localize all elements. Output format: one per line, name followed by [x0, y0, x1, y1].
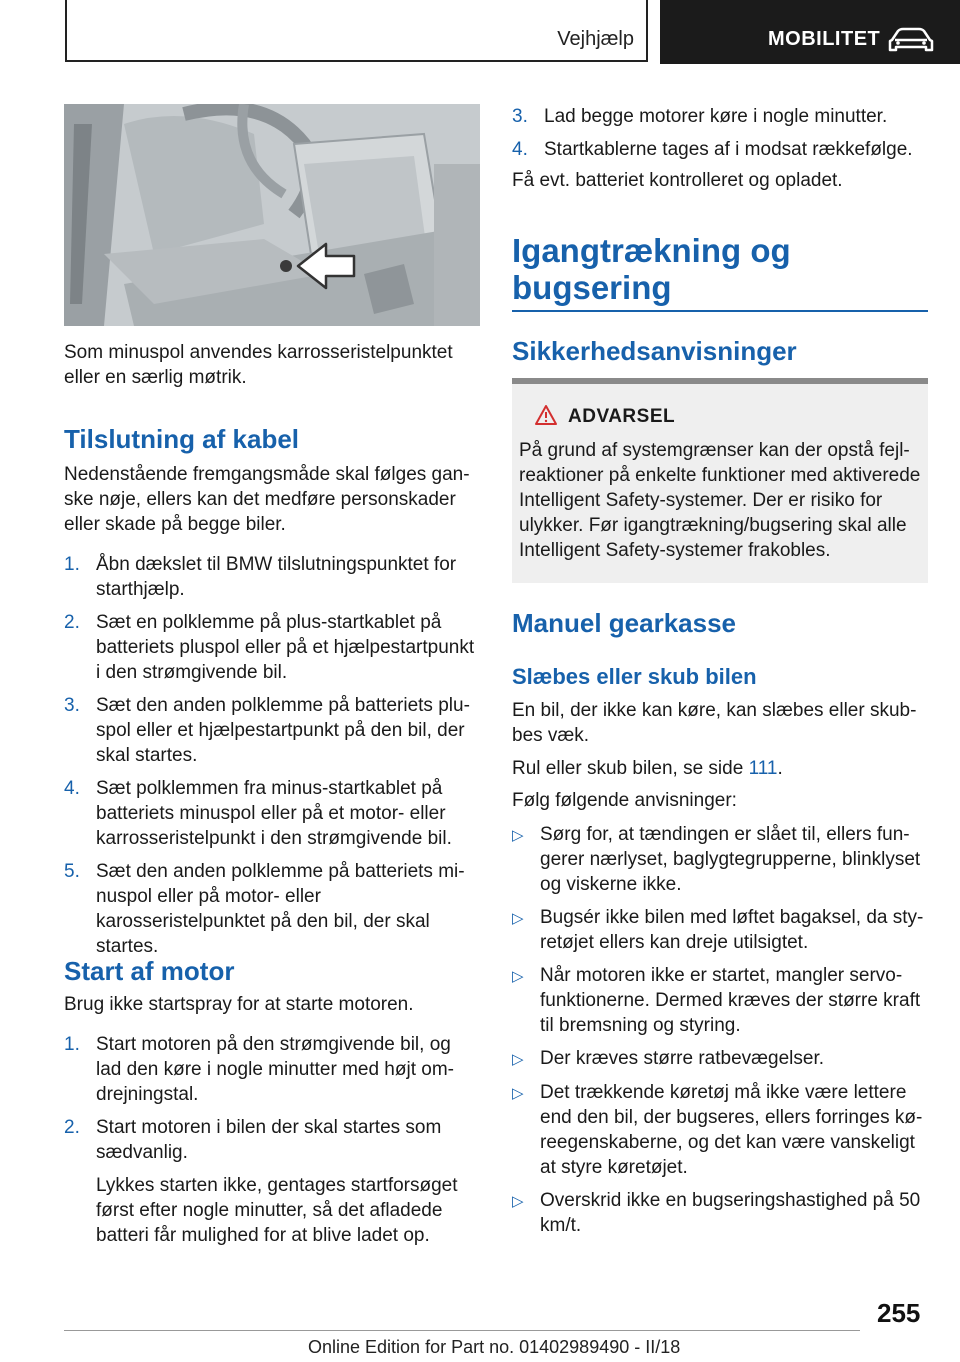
tow-intro: En bil, der ikke kan køre, kan slæbes eller skubbes væk. — [512, 700, 917, 746]
page-link[interactable]: 111 — [748, 758, 778, 779]
triangle-bullet-icon: ▷ — [512, 968, 524, 985]
list-item — [512, 1188, 928, 1238]
triangle-bullet-icon: ▷ — [512, 910, 524, 927]
step-text: Sæt den anden polklemme på batteriets pluspol eller et hjælpestartpunkt på den bil, der skal startes. — [96, 695, 470, 766]
bullet-text: Det trækkende køretøj må ikke være lettere end den bil, der bugseres, ellers forringes køreegenskaberne, og det kan være vanskeligt at styre køretøjet. — [540, 1082, 923, 1178]
list-item — [64, 610, 480, 685]
list-item — [64, 693, 480, 768]
section-tab — [65, 0, 648, 62]
step-number: 3. — [64, 695, 80, 716]
tow-heading: Slæbes eller skub bilen — [512, 664, 757, 689]
main-heading: Igangtrækning og bugsering — [512, 232, 791, 306]
tow-reference — [512, 756, 783, 781]
list-item — [512, 822, 928, 897]
step-text: Lad begge motorer køre i nogle minutter. — [544, 106, 888, 127]
photo-caption: Som minuspol anvendes karrosseristelpunktet eller en særlig møtrik. — [64, 342, 453, 388]
footer-divider — [64, 1330, 860, 1331]
continued-steps — [512, 104, 928, 162]
step-number: 4. — [64, 778, 80, 799]
cable-heading: Tilslutning af kabel — [64, 424, 300, 454]
list-item — [512, 137, 928, 162]
warning-bar — [512, 378, 928, 384]
step-number: 4. — [512, 139, 528, 160]
list-item — [512, 1080, 928, 1180]
section-label: Vejhjælp — [557, 28, 634, 50]
list-item — [512, 963, 928, 1038]
step-text: Sæt den anden polklemme på batteriets minuspol eller på motor- eller karosseristelpunktet på den bil, der skal startes. — [96, 861, 465, 957]
cable-steps — [64, 552, 480, 959]
reference-end: . — [777, 758, 783, 779]
list-item — [64, 859, 480, 959]
list-item — [512, 905, 928, 955]
chapter-label: MOBILITET — [768, 28, 881, 50]
bullet-text: Overskrid ikke en bugseringshastighed på 50 km/t. — [540, 1190, 921, 1236]
step-text: Sæt en polklemme på plus-startkablet på batteriets pluspol eller på et hjælpestartpunkt i den strømgivende bil. — [96, 612, 475, 683]
list-item — [64, 552, 480, 602]
step-text: Startkablerne tages af i modsat rækkefølge. — [544, 139, 913, 160]
step-text: Start motoren i bilen der skal startes som sædvanlig. — [96, 1117, 442, 1163]
edition-text: Online Edition for Part no. 01402989490 - II/18 — [308, 1337, 681, 1357]
list-item — [64, 1173, 480, 1248]
step-number: 5. — [64, 861, 80, 882]
engine-compartment-photo — [64, 104, 480, 326]
step-number: 2. — [64, 612, 80, 633]
step-note: Lykkes starten ikke, gentages startforsøget først efter nogle minutter, så det afladede batteri får mulighed for at blive ladet op. — [96, 1175, 458, 1246]
safety-heading: Sikkerhedsanvisninger — [512, 336, 797, 366]
list-item — [64, 776, 480, 851]
step-number: 2. — [64, 1117, 80, 1138]
warning-box — [512, 378, 928, 583]
motor-intro: Brug ikke startspray for at starte motoren. — [64, 994, 414, 1015]
bullet-text: Sørg for, at tændingen er slået til, ellers fungerer nærlyset, baglygtegrupperne, blinklyset og viskerne ikke. — [540, 824, 921, 895]
list-item — [512, 104, 928, 129]
gear-heading: Manuel gearkasse — [512, 608, 737, 638]
triangle-bullet-icon: ▷ — [512, 1085, 524, 1102]
motor-heading: Start af motor — [64, 956, 235, 986]
heading-rule — [512, 310, 928, 312]
motor-steps — [64, 1032, 480, 1248]
continued-note: Få evt. batteriet kontrolleret og opladet. — [512, 170, 843, 191]
bullet-text: Bugsér ikke bilen med løftet bagaksel, da styretøjet ellers kan dreje utilsigtet. — [540, 907, 924, 953]
tow-bullets — [512, 822, 928, 1238]
warning-text: På grund af systemgrænser kan der opstå fejlreaktioner på enkelte funktioner med aktiverede Intelligent Safety-systemer. Der er risiko for ulykker. Før igangtrækning/bugsering skal alle Intelligent Safety-systemer frakobles. — [519, 440, 921, 561]
step-text: Sæt polklemmen fra minus-startkablet på batteriets minuspol eller på et motor- eller karrosseristelpunkt i den strømgivende bil. — [96, 778, 452, 849]
list-item — [512, 1046, 928, 1072]
step-number: 3. — [512, 106, 528, 127]
list-item — [64, 1032, 480, 1107]
step-text: Start motoren på den strømgivende bil, og lad den køre i nogle minutter med højt omdrejningstal. — [96, 1034, 454, 1105]
engine-bay-illustration — [64, 104, 480, 326]
step-number: 1. — [64, 1034, 80, 1055]
triangle-bullet-icon: ▷ — [512, 1051, 524, 1068]
step-number: 1. — [64, 554, 80, 575]
step-text: Åbn dækslet til BMW tilslutningspunktet for starthjælp. — [96, 554, 457, 600]
warning-icon — [534, 404, 558, 426]
warning-title: ADVARSEL — [568, 406, 676, 427]
follow-label: Følg følgende anvisninger: — [512, 790, 737, 811]
bullet-text: Når motoren ikke er startet, mangler servofunktionerne. Dermed kræves der større kraft til bremsning og styring. — [540, 965, 921, 1036]
bullet-text: Der kræves større ratbevægelser. — [540, 1048, 825, 1069]
triangle-bullet-icon: ▷ — [512, 827, 524, 844]
list-item — [64, 1115, 480, 1165]
page-number: 255 — [877, 1298, 921, 1328]
car-icon — [886, 26, 936, 54]
reference-text: Rul eller skub bilen, se side — [512, 758, 749, 779]
chapter-tab — [660, 0, 960, 64]
cable-intro: Nedenstående fremgangsmåde skal følges ganske nøje, ellers kan det medføre personskader eller skade på begge biler. — [64, 464, 470, 535]
triangle-bullet-icon: ▷ — [512, 1193, 524, 1210]
